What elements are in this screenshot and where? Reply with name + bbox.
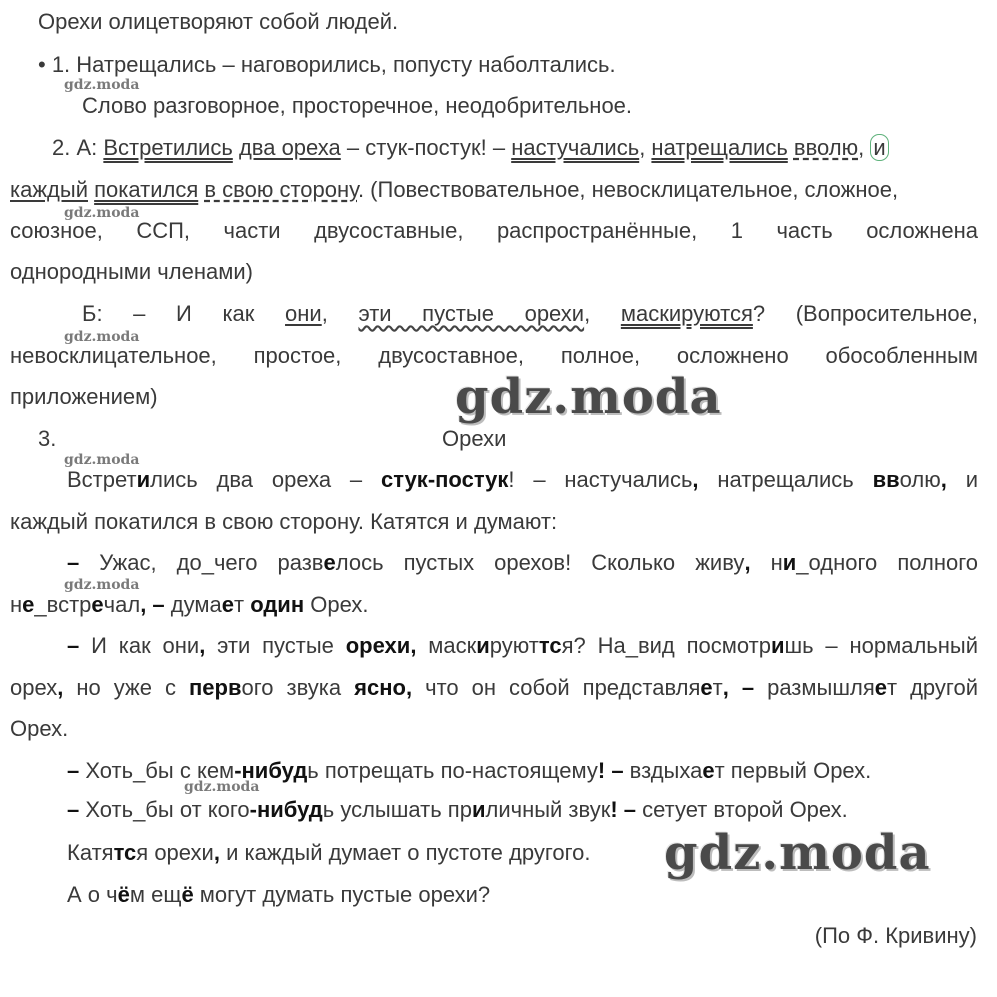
text-segment: лось пустых орехов! Сколько живу: [335, 550, 745, 575]
bold-segment: стук-постук: [381, 467, 509, 492]
bold-letter: д: [308, 797, 323, 822]
watermark-small: gdz.moda: [64, 205, 140, 221]
bold-segment: тс: [113, 840, 137, 865]
text-segment: руют: [489, 633, 539, 658]
text-segment: • 1. Натрещались – наговорились, попусту наболтались.: [38, 52, 616, 77]
text-segment: ,: [639, 135, 652, 160]
bold-punct: ! –: [610, 797, 637, 822]
text-line-6: [10, 675, 978, 701]
text-segment: каждый покатился в свою сторону. Катятся и думают:: [10, 509, 558, 534]
bold-punct: ,: [410, 633, 417, 658]
text-segment: олю: [899, 467, 941, 492]
bold-letter: и: [476, 633, 490, 658]
text-segment: личный звук: [485, 797, 611, 822]
text-line-4: [10, 592, 368, 618]
text-segment: Ужас, до_чего разв: [99, 550, 324, 575]
text-segment: невосклицательное, простое, двусоставное, полное, осложнено обособленным: [10, 343, 978, 368]
text-line-9: [67, 797, 848, 823]
bold-letter: и: [782, 550, 797, 575]
text-segment: Катя: [67, 840, 114, 865]
text-segment: ого звука: [241, 675, 355, 700]
text-segment: н: [750, 550, 783, 575]
text-segment: 3.: [38, 426, 57, 451]
bold-letter: и: [136, 467, 151, 492]
text-segment: _одного полного: [796, 550, 978, 575]
text-segment: Хоть_бы с кем: [85, 758, 235, 783]
text-segment: Орех.: [304, 592, 369, 617]
text-segment: сетует второй Орех.: [636, 797, 848, 822]
text-segment: 2. А:: [52, 135, 104, 160]
text-line-10: [67, 840, 591, 866]
predicate-underline: настучались: [511, 135, 640, 160]
conjunction-circle: и: [870, 134, 888, 161]
bold-segment: орехи: [345, 633, 411, 658]
text-segment: натрещались: [698, 467, 873, 492]
item-2a-line-2: [10, 177, 898, 203]
text-title: [442, 426, 506, 452]
bold-dash: –: [67, 758, 86, 783]
text-line-1: [67, 467, 978, 493]
predicate-underline: натрещались: [651, 135, 788, 160]
text-segment: Встрет: [67, 467, 137, 492]
text-line-2: [10, 509, 557, 535]
bold-letter: и: [770, 633, 785, 658]
predicate-underline: Встретились: [103, 135, 233, 160]
bold-segment: ясно: [354, 675, 406, 700]
predicate-underline: маскируются: [620, 301, 753, 326]
bold-dash: –: [67, 550, 100, 575]
text-segment: вздыха: [623, 758, 703, 783]
item-1-note: [82, 93, 632, 119]
watermark-small: gdz.moda: [184, 779, 260, 795]
subject-underline: каждый: [10, 177, 88, 202]
text-segment: что он собой представля: [412, 675, 701, 700]
source-attribution: [815, 923, 977, 949]
bold-letter: д: [293, 758, 308, 783]
intro-line: [38, 9, 398, 35]
bold-letter: е: [874, 675, 887, 700]
text-segment: И как они: [91, 633, 200, 658]
text-segment: я орехи: [136, 840, 214, 865]
bold-segment: тс: [538, 633, 562, 658]
adverbial-underline: в свою сторону: [204, 177, 358, 202]
text-segment: Орехи: [442, 426, 507, 451]
item-2a-line-4: [10, 259, 253, 285]
bold-punct: ,: [213, 840, 220, 865]
bold-punct: , –: [722, 675, 755, 700]
text-segment: А о ч: [67, 882, 118, 907]
text-segment: т: [712, 675, 723, 700]
text-segment: однородными членами): [10, 259, 253, 284]
item-2b-line-1: [82, 301, 978, 327]
text-segment: (По Ф. Кривину): [814, 923, 977, 948]
bold-segment: один: [250, 592, 305, 617]
text-segment: ,: [858, 135, 871, 160]
text-segment: союзное, ССП, части двусоставные, распространённые, 1 часть осложнена: [10, 218, 978, 243]
text-segment: Хоть_бы от кого: [85, 797, 250, 822]
bold-letter: ё: [181, 882, 194, 907]
text-segment: т другой: [887, 675, 978, 700]
text-segment: лись два ореха –: [150, 467, 382, 492]
item-2a-line-3: [10, 218, 978, 244]
item-3-number: [38, 426, 56, 452]
apposition-wavy-underline: эти пустые орехи: [358, 301, 585, 326]
bold-punct: ,: [199, 633, 206, 658]
text-segment: орех: [10, 675, 58, 700]
text-segment: маск: [416, 633, 477, 658]
text-segment: дума: [164, 592, 222, 617]
predicate-underline: покатился: [94, 177, 199, 202]
text-segment: ,: [584, 301, 621, 326]
item-2b-line-3: [10, 384, 158, 410]
text-segment: могут думать пустые орехи?: [193, 882, 491, 907]
bold-letter: и: [471, 797, 486, 822]
bold-punct: ,: [692, 467, 699, 492]
subject-underline: два ореха: [238, 135, 341, 160]
subject-underline: они: [285, 301, 322, 326]
text-line-7: [10, 716, 68, 742]
text-line-11: [67, 882, 490, 908]
bold-segment: перв: [188, 675, 242, 700]
bold-letter: е: [323, 550, 336, 575]
item-2a-line-1: [52, 135, 889, 161]
text-segment: и: [946, 467, 978, 492]
text-segment: размышля: [754, 675, 875, 700]
item-1-line: [38, 52, 616, 78]
bold-punct: ! –: [597, 758, 624, 783]
text-segment: но уже с: [63, 675, 189, 700]
text-segment: Б: – И как: [82, 301, 286, 326]
text-segment: шь – нормальный: [784, 633, 979, 658]
bold-punct: , –: [140, 592, 165, 617]
text-segment: Орехи олицетворяют собой людей.: [38, 9, 399, 34]
bold-punct: ,: [405, 675, 413, 700]
text-segment: ь услышать пр: [322, 797, 472, 822]
text-segment: ,: [321, 301, 359, 326]
text-line-5: [67, 633, 978, 659]
bold-letter: е: [702, 758, 715, 783]
watermark-small: gdz.moda: [64, 329, 140, 345]
text-segment: т первый Орех.: [714, 758, 872, 783]
text-segment: чал: [103, 592, 141, 617]
text-segment: я? На_вид посмотр: [561, 633, 771, 658]
bold-letter: е: [91, 592, 104, 617]
watermark-small: gdz.moda: [64, 452, 140, 468]
text-segment: приложением): [10, 384, 158, 409]
bold-punct: ,: [744, 550, 751, 575]
text-segment: н: [10, 592, 23, 617]
bold-segment: -нибу: [249, 797, 309, 822]
watermark-small: gdz.moda: [64, 577, 140, 593]
text-segment: _встр: [34, 592, 92, 617]
bold-dash: –: [67, 797, 86, 822]
bold-segment: -нибу: [234, 758, 294, 783]
bold-punct: ,: [940, 467, 947, 492]
text-segment: т: [233, 592, 251, 617]
bold-letter: вв: [872, 467, 900, 492]
bold-letter: е: [22, 592, 35, 617]
text-segment: ь потрещать по-настоящему: [307, 758, 598, 783]
text-segment: . (Повествовательное, невосклицательное, сложное,: [357, 177, 899, 202]
text-segment: – стук-постук! –: [340, 135, 512, 160]
bold-letter: е: [221, 592, 234, 617]
bold-letter: ё: [117, 882, 130, 907]
text-segment: и каждый думает о пустоте другого.: [219, 840, 591, 865]
item-2b-line-2: [10, 343, 978, 369]
text-segment: эти пустые: [205, 633, 346, 658]
adverbial-underline: вволю: [793, 135, 859, 160]
bold-letter: е: [700, 675, 713, 700]
bold-dash: –: [67, 633, 92, 658]
text-segment: Орех.: [10, 716, 69, 741]
text-line-3: [67, 550, 978, 576]
bold-punct: ,: [57, 675, 64, 700]
text-segment: ! – настучались: [508, 467, 693, 492]
text-segment: ? (Вопросительное,: [752, 301, 978, 326]
text-segment: м ещ: [129, 882, 182, 907]
watermark-large: gdz.moda: [664, 825, 931, 881]
watermark-large: gdz.moda: [455, 369, 722, 425]
text-segment: Слово разговорное, просторечное, неодобрительное.: [82, 93, 633, 118]
watermark-small: gdz.moda: [64, 77, 140, 93]
